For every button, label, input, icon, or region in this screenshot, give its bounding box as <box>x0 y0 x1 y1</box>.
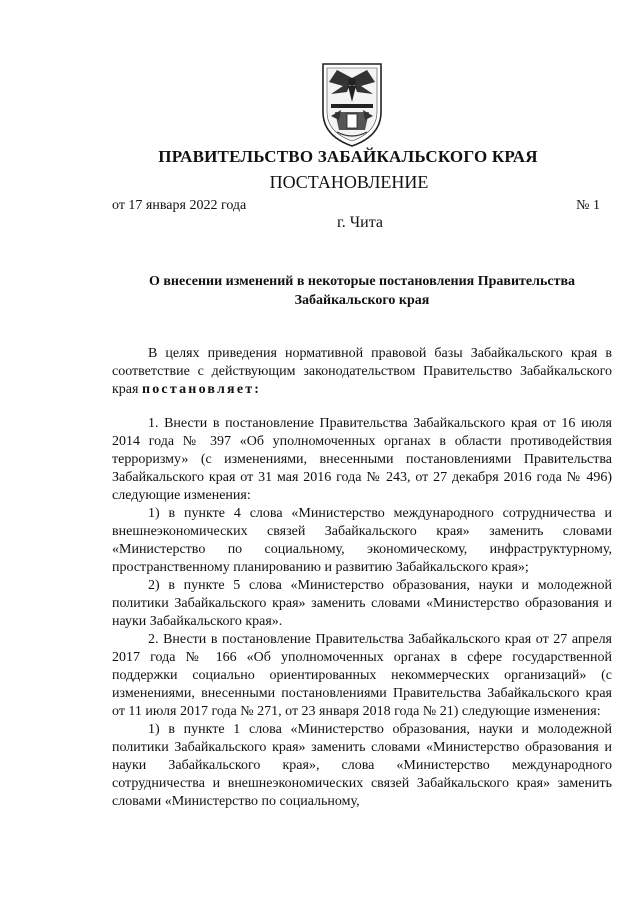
document-number: № 1 <box>576 198 600 213</box>
preamble-keyword: постановляет: <box>141 382 262 397</box>
preamble-text: В целях приведения нормативной правовой базы Забайкальского края в соответствие с действующим законодательством Правительство Забайкальского края <box>112 346 612 397</box>
document-city: г. Чита <box>336 214 383 231</box>
item-paragraph: 1) в пункте 4 слова «Министерство международного сотрудничества и внешнеэкономических связей Забайкальского края» заменить словами «Министерство по социальному, экономическому, инфраструктурному, пространственному планированию и развитию Забайкальского края»; <box>112 506 612 575</box>
item-paragraph: 1) в пункте 1 слова «Министерство образования, науки и молодежной политики Забайкальского края» заменить словами «Министерство образования и науки Забайкальского края», слова «Министерство международного сотрудничества и внешнеэкономических связей Забайкальского края» заменить словами «Министерство по социальному, <box>112 722 612 809</box>
item-paragraph: 2. Внести в постановление Правительства Забайкальского края от 27 апреля 2017 года № 166 «Об уполномоченных органах в сфере государственной поддержки социально ориентированных некоммерческих организаций» (с изменениями, внесенными постановлениями Правительства Забайкальского края от 11 июля 2017 года № 271, от 23 января 2018 года № 21) следующие изменения: <box>112 632 612 719</box>
preamble-paragraph <box>112 345 612 399</box>
government-title: ПРАВИТЕЛЬСТВО ЗАБАЙКАЛЬСКОГО КРАЯ <box>158 147 538 166</box>
item-paragraph: 1. Внести в постановление Правительства Забайкальского края от 16 июля 2014 года № 397 «Об уполномоченных органах в области противодействия терроризму» (с изменениями, внесенными постановлениями Правительства Забайкальского края от 31 мая 2016 года № 243, от 27 декабря 2016 года № 496) следующие изменения: <box>112 416 612 503</box>
document-date: от 17 января 2022 года <box>112 198 247 213</box>
item-paragraph: 2) в пункте 5 слова «Министерство образования, науки и молодежной политики Забайкальского края» заменить словами «Министерство образования и науки Забайкальского края». <box>112 578 612 629</box>
coat-of-arms-icon <box>317 60 387 148</box>
document-subject: О внесении изменений в некоторые постановления Правительства Забайкальского края <box>148 274 576 308</box>
document-body <box>112 345 612 811</box>
document-type: ПОСТАНОВЛЕНИЕ <box>269 172 429 192</box>
